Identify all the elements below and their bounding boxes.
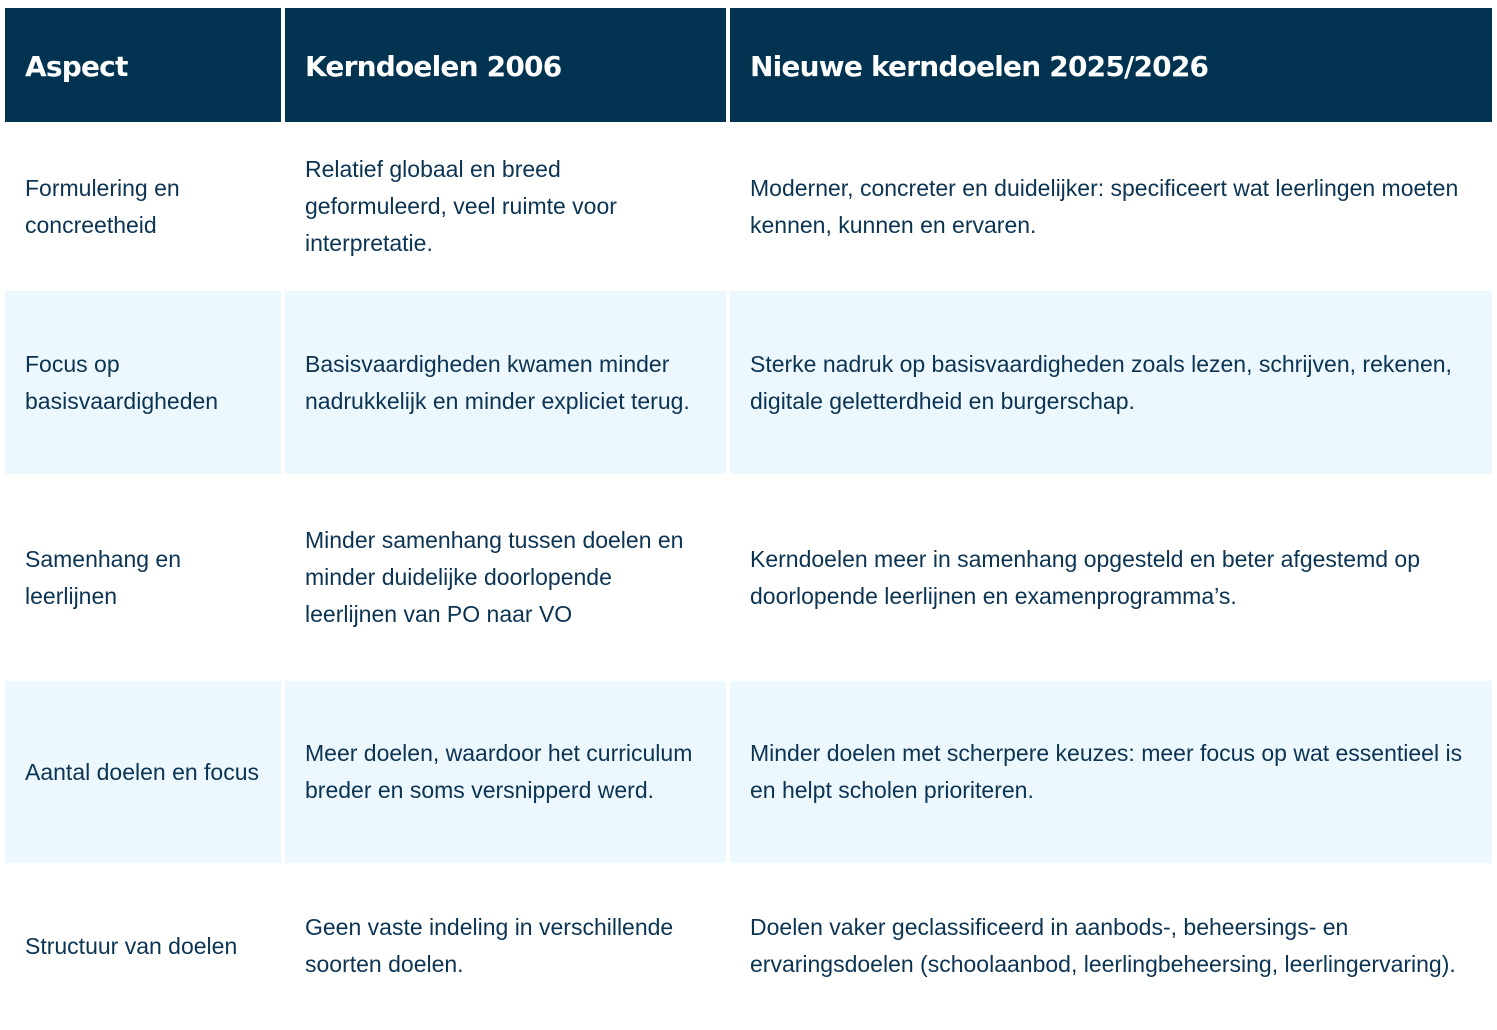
header-kerndoelen-2006 [285,8,726,122]
new-text: Kerndoelen meer in samenhang opgesteld en beter afgestemd op doorlopende leerlijnen en examenprogramma’s. [750,545,1421,609]
old-cell [285,477,726,678]
header-aspect [5,8,281,122]
new-cell [730,477,1492,678]
header-aspect-label: Aspect [25,49,128,83]
table-row [5,681,1492,863]
new-cell [730,291,1492,474]
old-cell [285,291,726,474]
new-cell [730,866,1492,1026]
old-text: Geen vaste indeling in verschillende soorten doelen. [305,914,674,977]
table-header-row [5,8,1492,122]
comparison-table [5,8,1492,1029]
aspect-text: Formulering en concreetheid [25,174,180,238]
old-text: Relatief globaal en breed geformuleerd, veel ruimte voor interpretatie. [305,156,617,256]
new-cell [730,125,1492,288]
aspect-cell [5,477,281,678]
aspect-cell [5,291,281,474]
header-nieuwe-kerndoelen-label: Nieuwe kerndoelen 2025/2026 [750,49,1209,83]
new-cell [730,681,1492,863]
table-row [5,291,1492,474]
header-kerndoelen-2006-label: Kerndoelen 2006 [305,49,562,83]
old-text: Meer doelen, waardoor het curriculum breder en soms versnipperd werd. [305,740,693,803]
table-row [5,477,1492,678]
aspect-text: Aantal doelen en focus [25,758,260,785]
table-row [5,125,1492,288]
old-text: Minder samenhang tussen doelen en minder duidelijke doorlopende leerlijnen van PO naar VO [305,527,684,627]
new-text: Doelen vaker geclassificeerd in aanbods-, beheersings- en ervaringsdoelen (schoolaanbod, leerlingbeheersing, leerlingervaring). [750,914,1456,977]
old-cell [285,125,726,288]
table-row [5,866,1492,1026]
aspect-text: Focus op basisvaardigheden [25,350,219,414]
new-text: Sterke nadruk op basisvaardigheden zoals lezen, schrijven, rekenen, digitale geletterdheid en burgerschap. [750,350,1452,414]
new-text: Moderner, concreter en duidelijker: specificeert wat leerlingen moeten kennen, kunnen en ervaren. [750,174,1459,238]
old-cell [285,866,726,1026]
aspect-cell [5,125,281,288]
new-text: Minder doelen met scherpere keuzes: meer focus op wat essentieel is en helpt scholen prioriteren. [750,740,1463,803]
aspect-cell [5,866,281,1026]
aspect-text: Structuur van doelen [25,932,238,959]
aspect-cell [5,681,281,863]
header-nieuwe-kerndoelen [730,8,1492,122]
aspect-text: Samenhang en leerlijnen [25,545,182,609]
old-cell [285,681,726,863]
old-text: Basisvaardigheden kwamen minder nadrukkelijk en minder expliciet terug. [305,350,690,414]
